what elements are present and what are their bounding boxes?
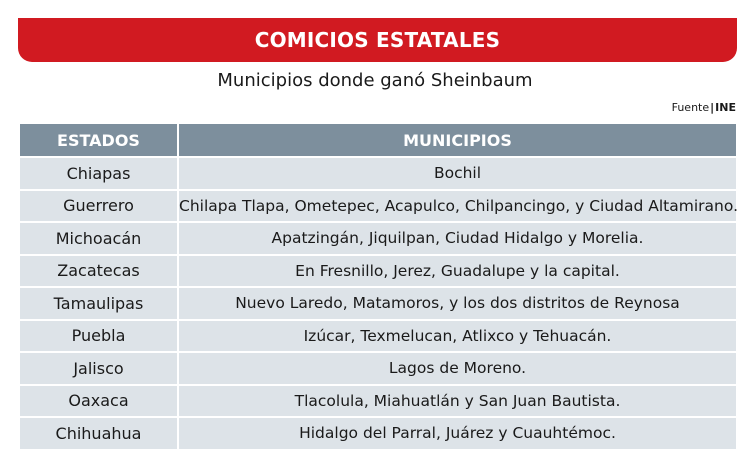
estado-cell: Tamaulipas	[20, 287, 178, 320]
table-row	[20, 352, 736, 385]
page-title: COMICIOS ESTATALES	[254, 28, 501, 52]
table-row	[20, 287, 736, 320]
source-separator: |	[710, 101, 715, 114]
municipios-cell: Lagos de Moreno.	[178, 352, 736, 385]
municipios-cell: En Fresnillo, Jerez, Guadalupe y la capital.	[178, 255, 736, 288]
estado-cell: Oaxaca	[20, 385, 178, 418]
estado-cell: Chihuahua	[20, 417, 178, 449]
estado-cell: Jalisco	[20, 352, 178, 385]
municipios-cell: Tlacolula, Miahuatlán y San Juan Bautista.	[178, 385, 736, 418]
table-row	[20, 385, 736, 418]
table-row	[20, 320, 736, 353]
estado-cell: Chiapas	[20, 157, 178, 190]
municipios-cell: Chilapa Tlapa, Ometepec, Acapulco, Chilpancingo, y Ciudad Altamirano.	[178, 190, 736, 223]
municipios-table	[20, 124, 736, 449]
subtitle: Municipios donde ganó Sheinbaum	[217, 70, 533, 91]
municipios-cell: Hidalgo del Parral, Juárez y Cuauhtémoc.	[178, 417, 736, 449]
table-row	[20, 157, 736, 190]
estado-cell: Guerrero	[20, 190, 178, 223]
column-header-municipios: MUNICIPIOS	[178, 124, 736, 157]
column-header-estados: ESTADOS	[20, 124, 178, 157]
municipios-cell: Apatzingán, Jiquilpan, Ciudad Hidalgo y Morelia.	[178, 222, 736, 255]
table-row	[20, 255, 736, 288]
table-row	[20, 417, 736, 449]
source-credit	[672, 101, 736, 114]
estado-cell: Puebla	[20, 320, 178, 353]
municipios-cell: Izúcar, Texmelucan, Atlixco y Tehuacán.	[178, 320, 736, 353]
table-row	[20, 190, 736, 223]
title-banner	[18, 18, 737, 62]
estado-cell: Zacatecas	[20, 255, 178, 288]
source-label: Fuente	[671, 101, 710, 114]
municipios-cell: Nuevo Laredo, Matamoros, y los dos distritos de Reynosa	[178, 287, 736, 320]
estado-cell: Michoacán	[20, 222, 178, 255]
source-name: INE	[715, 101, 736, 114]
table-row	[20, 222, 736, 255]
municipios-cell: Bochil	[178, 157, 736, 190]
table-header-row	[20, 124, 736, 157]
